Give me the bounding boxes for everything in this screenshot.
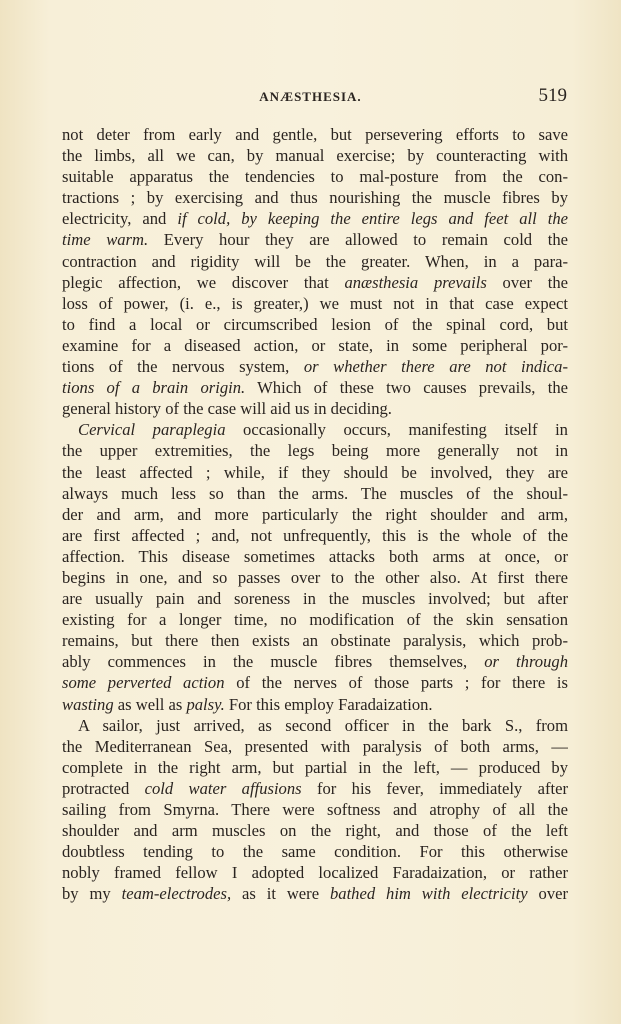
text-line [62, 546, 568, 567]
text-run: tions of the nervous system, [62, 357, 304, 377]
text-run: Every hour they are allowed to remain cold the [148, 230, 568, 250]
text-run: begins in one, and so passes over to the other also. At first there [62, 567, 568, 587]
text-line [62, 377, 568, 398]
text-run: of the nerves of those parts ; for there is [224, 673, 568, 693]
text-run: For this employ Faradaization. [224, 694, 433, 714]
text-run: Which of these two causes prevails, the [245, 378, 568, 398]
text-run: to find a local or circumscribed lesion of the spinal cord, but [62, 314, 568, 334]
text-line [62, 251, 568, 272]
text-run: shoulder and arm muscles on the right, and those of the left [62, 821, 568, 841]
text-line [62, 862, 568, 883]
running-head [0, 87, 621, 109]
text-line [62, 293, 568, 314]
text-line [62, 504, 568, 525]
italic-text: time warm. [62, 230, 149, 250]
text-run: loss of power, (i. e., is greater,) we must not in that case expect [62, 293, 568, 313]
text-run: as it were [231, 884, 330, 904]
text-run: protracted [62, 778, 145, 798]
text-run: not deter from early and gentle, but persevering efforts to save [62, 125, 568, 144]
text-line [62, 630, 568, 651]
text-run: electricity, and [62, 209, 178, 229]
text-run: nobly framed fellow I adopted localized Faradaization, or rather [62, 863, 568, 883]
italic-text: palsy. [186, 694, 225, 714]
text-line [62, 715, 568, 736]
text-line [62, 440, 568, 461]
italic-text: Cervical paraplegia [78, 420, 226, 440]
body-text [62, 124, 568, 904]
text-run: affection. This disease sometimes attacks both arms at once, or [62, 546, 568, 566]
text-line [62, 483, 568, 504]
italic-text: anæsthesia prevails [344, 272, 487, 292]
text-run: remains, but there then exists an obstinate paralysis, which prob- [62, 631, 568, 651]
italic-text: or through [484, 652, 568, 672]
text-line [62, 356, 568, 377]
text-line [62, 694, 568, 715]
text-run: over the [486, 272, 568, 292]
italic-text: bathed him with electricity [329, 884, 528, 904]
italic-text: if cold, by keeping the entire legs and feet all the [177, 209, 568, 229]
text-run: existing for a longer time, no modification of the skin sensation [62, 610, 568, 630]
italic-text: team-electrodes, [121, 884, 232, 904]
text-line [62, 757, 568, 778]
text-run: the least affected ; while, if they should be involved, they are [62, 462, 568, 482]
text-line [62, 736, 568, 757]
text-run: plegic affection, we discover that [62, 272, 345, 292]
text-run: the Mediterranean Sea, presented with paralysis of both arms, — [62, 736, 568, 756]
text-line [62, 778, 568, 799]
text-run: sailing from Smyrna. There were softness and atrophy of all the [62, 800, 568, 819]
italic-text: wasting [62, 694, 114, 714]
text-run: A sailor, just arrived, as second officer in the bark S., from [78, 715, 568, 735]
text-run: for his fever, immediately after [301, 778, 568, 798]
text-run: suitable apparatus the tendencies to mal-posture from the con- [62, 167, 568, 187]
text-line [62, 314, 568, 335]
text-line [62, 398, 568, 419]
text-line [62, 124, 568, 145]
text-run: are first affected ; and, not unfrequently, this is the whole of the [62, 525, 568, 545]
text-line [62, 820, 568, 841]
running-title: ANÆSTHESIA. [259, 89, 362, 104]
italic-text: or whether there are not indica- [303, 357, 568, 377]
text-line [62, 883, 568, 904]
text-run: tractions ; by exercising and thus nourishing the muscle fibres by [62, 188, 568, 208]
text-run: are usually pain and soreness in the muscles involved; but after [62, 589, 568, 609]
text-line [62, 672, 568, 693]
text-line [62, 462, 568, 483]
text-line [62, 335, 568, 356]
text-run: ably commences in the muscle fibres themselves, [62, 652, 485, 672]
text-line [62, 609, 568, 630]
text-line [62, 187, 568, 208]
text-line [62, 229, 568, 250]
text-run: general history of the case will aid us in deciding. [62, 399, 392, 419]
italic-text: some perverted action [62, 673, 225, 693]
text-line [62, 651, 568, 672]
italic-text: cold water affusions [144, 778, 302, 798]
text-run: doubtless tending to the same condition. For this otherwise [62, 842, 568, 862]
text-line [62, 166, 568, 187]
text-line [62, 567, 568, 588]
text-line [62, 208, 568, 229]
text-run: occasionally occurs, manifesting itself in [225, 420, 568, 440]
text-line [62, 799, 568, 820]
text-line [62, 588, 568, 609]
text-line [62, 145, 568, 166]
text-line [62, 525, 568, 546]
text-run: the upper extremities, the legs being more generally not in [62, 441, 568, 461]
page-number: 519 [538, 85, 567, 106]
text-run: contraction and rigidity will be the greater. When, in a para- [62, 251, 568, 271]
text-run: the limbs, all we can, by manual exercise; by counteracting with [62, 146, 568, 166]
text-run: der and arm, and more particularly the right shoulder and arm, [62, 504, 568, 524]
text-line [62, 419, 568, 440]
text-line [62, 841, 568, 862]
text-run: over [527, 884, 568, 904]
italic-text: tions of a brain origin. [62, 378, 246, 398]
text-run: always much less so than the arms. The muscles of the shoul- [62, 483, 568, 503]
text-run: as well as [113, 694, 187, 714]
text-run: complete in the right arm, but partial in the left, — produced by [62, 757, 568, 777]
text-line [62, 272, 568, 293]
text-run: by my [62, 884, 122, 904]
text-run: examine for a diseased action, or state, in some peripheral por- [62, 335, 568, 355]
